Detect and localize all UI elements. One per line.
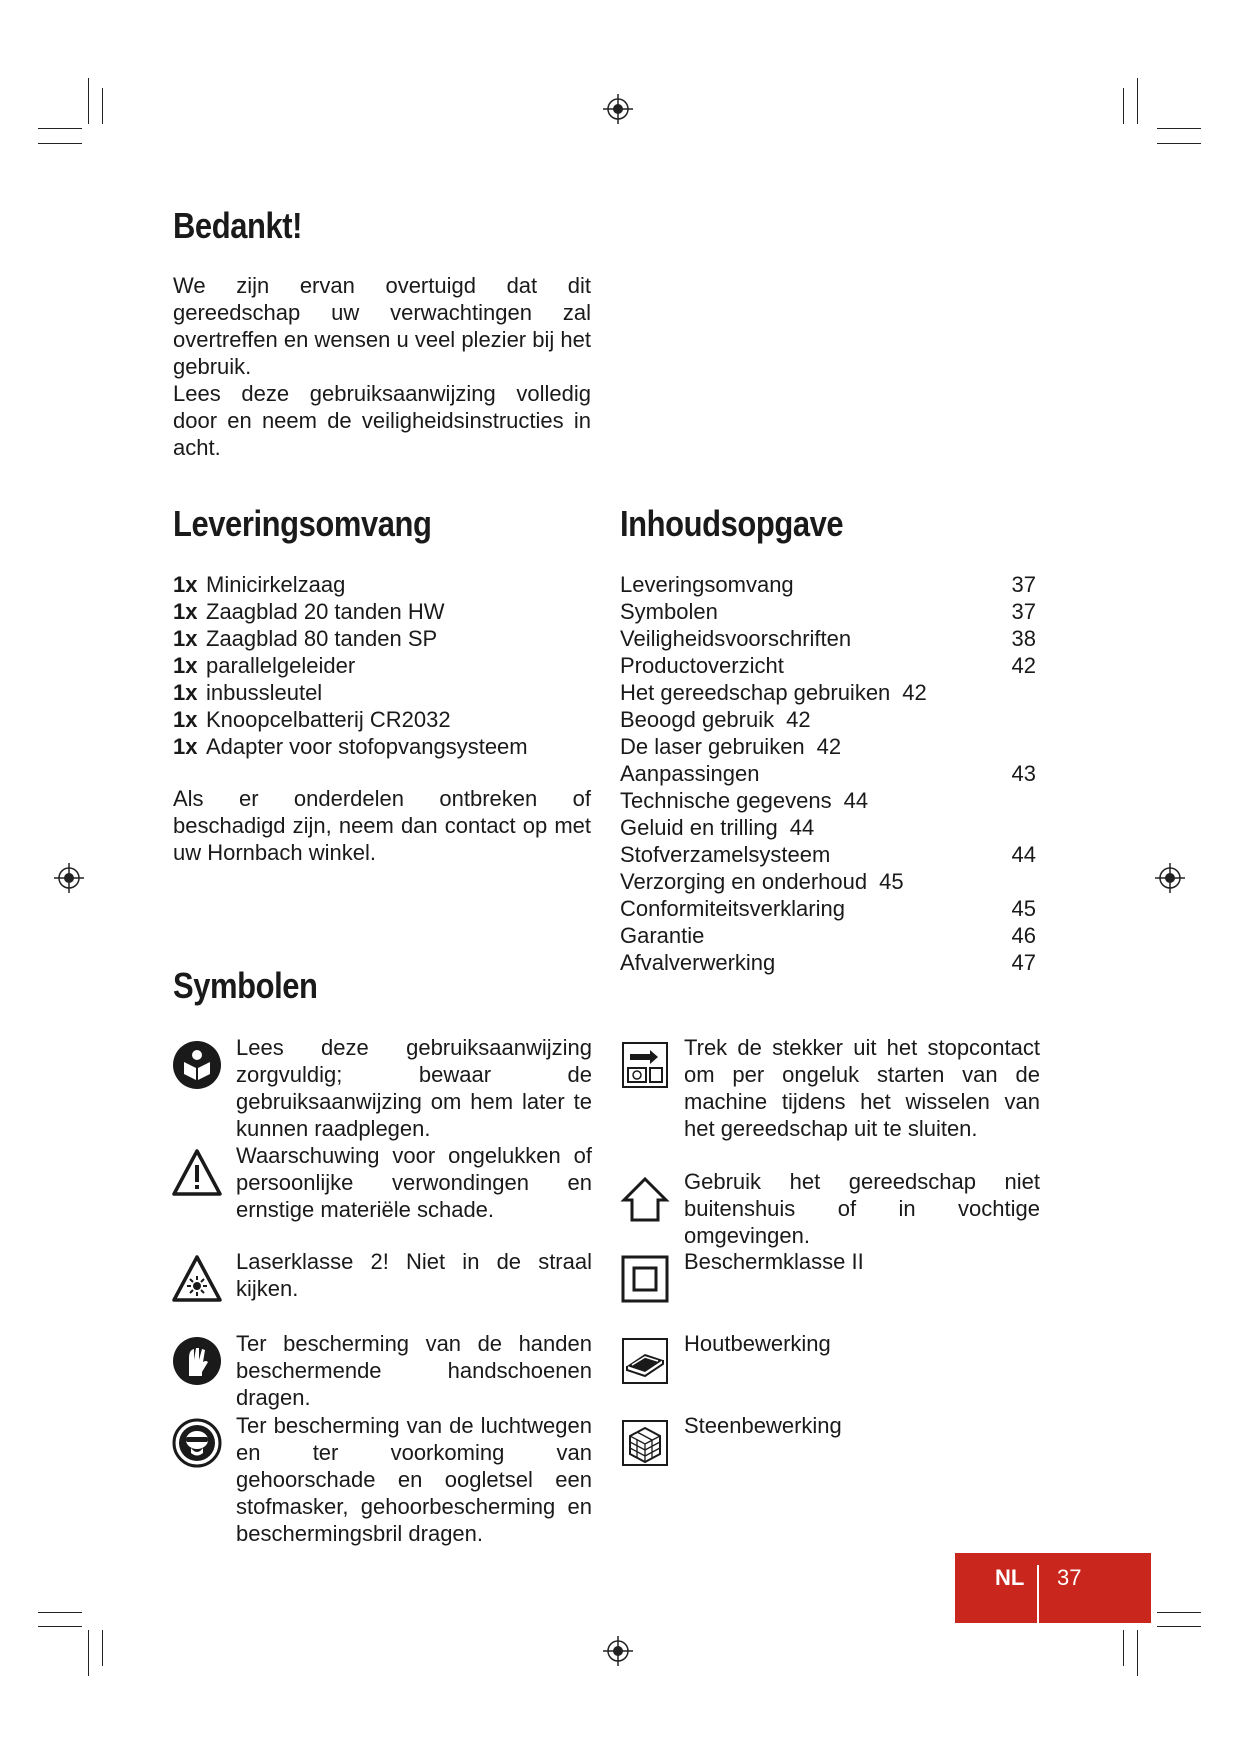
registration-mark-top-icon [603, 94, 633, 124]
language-label: NL [995, 1565, 1025, 1590]
wood-cutting-icon [620, 1336, 670, 1386]
warning-icon [172, 1148, 222, 1198]
symbol-text: Ter bescherming van de handen beschermende handschoenen dragen. [236, 1331, 592, 1410]
toc-entry[interactable]: De laser gebruiken 42 [620, 734, 842, 759]
symbol-row [172, 1034, 592, 1142]
toc-entry[interactable]: Garantie 46 [620, 923, 1036, 948]
toc-entry[interactable]: Stofverzamelsysteem 44 [620, 842, 1036, 867]
symbol-row [172, 1330, 592, 1411]
symbol-text: Gebruik het gereedschap niet buitenshuis of in vochtige omgevingen. [684, 1169, 1040, 1248]
laser-warning-icon [172, 1254, 222, 1304]
gloves-icon [172, 1336, 222, 1386]
list-item: 1x Knoopcelbatterij CR2032 [173, 707, 451, 732]
thanks-paragraph-2: Lees deze gebruiksaanwijzing volledig door en neem de veiligheidsinstructies in acht. [173, 381, 591, 460]
toc-entry[interactable]: Verzorging en onderhoud 45 [620, 869, 904, 894]
symbol-row [620, 1248, 1040, 1304]
symbol-row [620, 1330, 1040, 1386]
page-badge [955, 1553, 1151, 1623]
read-manual-icon [172, 1040, 222, 1090]
list-item: 1x Minicirkelzaag [173, 572, 346, 597]
symbol-row [620, 1034, 1040, 1142]
thanks-paragraph-1: We zijn ervan overtuigd dat dit gereedschap uw verwachtingen zal overtreffen en wensen u veel plezier bij het gebruik. [173, 273, 591, 379]
toc-entry[interactable]: Leveringsomvang 37 [620, 572, 1036, 597]
protective-gear-icon [172, 1418, 222, 1468]
symbol-text: Houtbewerking [684, 1331, 831, 1356]
scope-title: Leveringsomvang [173, 503, 432, 544]
list-item: 1x parallelgeleider [173, 653, 356, 678]
page-number: 37 [1057, 1565, 1082, 1590]
toc-entry[interactable]: Technische gegevens 44 [620, 788, 869, 813]
toc-entry[interactable]: Geluid en trilling 44 [620, 815, 815, 840]
symbol-row [172, 1412, 592, 1547]
toc-entry[interactable]: Aanpassingen 43 [620, 761, 1036, 786]
toc-entry[interactable]: Veiligheidsvoorschriften 38 [620, 626, 1036, 651]
toc-entry[interactable]: Afvalverwerking 47 [620, 950, 1036, 975]
unplug-icon [620, 1040, 670, 1090]
symbol-text: Trek de stekker uit het stopcontact om per ongeluk starten van de machine tijdens het wisselen van het gereedschap uit te sluiten. [684, 1035, 1040, 1141]
registration-mark-bottom-icon [603, 1636, 633, 1666]
indoor-use-icon [620, 1174, 670, 1224]
toc-entry[interactable]: Beoogd gebruik 42 [620, 707, 811, 732]
symbol-row [620, 1412, 1040, 1468]
protection-class-ii-icon [620, 1254, 670, 1304]
symbol-text: Waarschuwing voor ongelukken of persoonlijke verwondingen en ernstige materiële schade. [236, 1143, 592, 1222]
scope-note: Als er onderdelen ontbreken of beschadigd zijn, neem dan contact op met uw Hornbach winkel. [173, 786, 591, 865]
toc-entry[interactable]: Conformiteitsverklaring 45 [620, 896, 1036, 921]
list-item: 1x Adapter voor stofopvangsysteem [173, 734, 528, 759]
symbol-row [620, 1168, 1040, 1249]
list-item: 1x Zaagblad 20 tanden HW [173, 599, 445, 624]
symbol-row [172, 1142, 592, 1223]
toc-entry[interactable]: Symbolen 37 [620, 599, 1036, 624]
registration-mark-left-icon [54, 863, 84, 893]
toc-title: Inhoudsopgave [620, 503, 844, 544]
symbol-row [172, 1248, 592, 1304]
thanks-text [173, 272, 591, 461]
symbol-text: Beschermklasse II [684, 1249, 864, 1274]
symbol-text: Ter bescherming van de luchtwegen en ter voorkoming van gehoorschade en oogletsel een stofmasker, gehoorbescherming en beschermingsbril dragen. [236, 1413, 592, 1546]
toc-entry[interactable]: Productoverzicht 42 [620, 653, 1036, 678]
thanks-title: Bedankt! [173, 205, 303, 246]
scope-list [173, 571, 593, 760]
registration-mark-right-icon [1155, 863, 1185, 893]
symbols-title: Symbolen [173, 965, 318, 1006]
symbol-text: Lees deze gebruiksaanwijzing zorgvuldig; bewaar de gebruiksaanwijzing om hem later te kunnen raadplegen. [236, 1035, 592, 1141]
symbol-text: Laserklasse 2! Niet in de straal kijken. [236, 1249, 592, 1301]
stone-cutting-icon [620, 1418, 670, 1468]
toc-entry[interactable]: Het gereedschap gebruiken 42 [620, 680, 927, 705]
badge-divider [1037, 1565, 1039, 1623]
list-item: 1x Zaagblad 80 tanden SP [173, 626, 438, 651]
symbol-text: Steenbewerking [684, 1413, 842, 1438]
list-item: 1x inbussleutel [173, 680, 323, 705]
table-of-contents [620, 571, 1036, 976]
